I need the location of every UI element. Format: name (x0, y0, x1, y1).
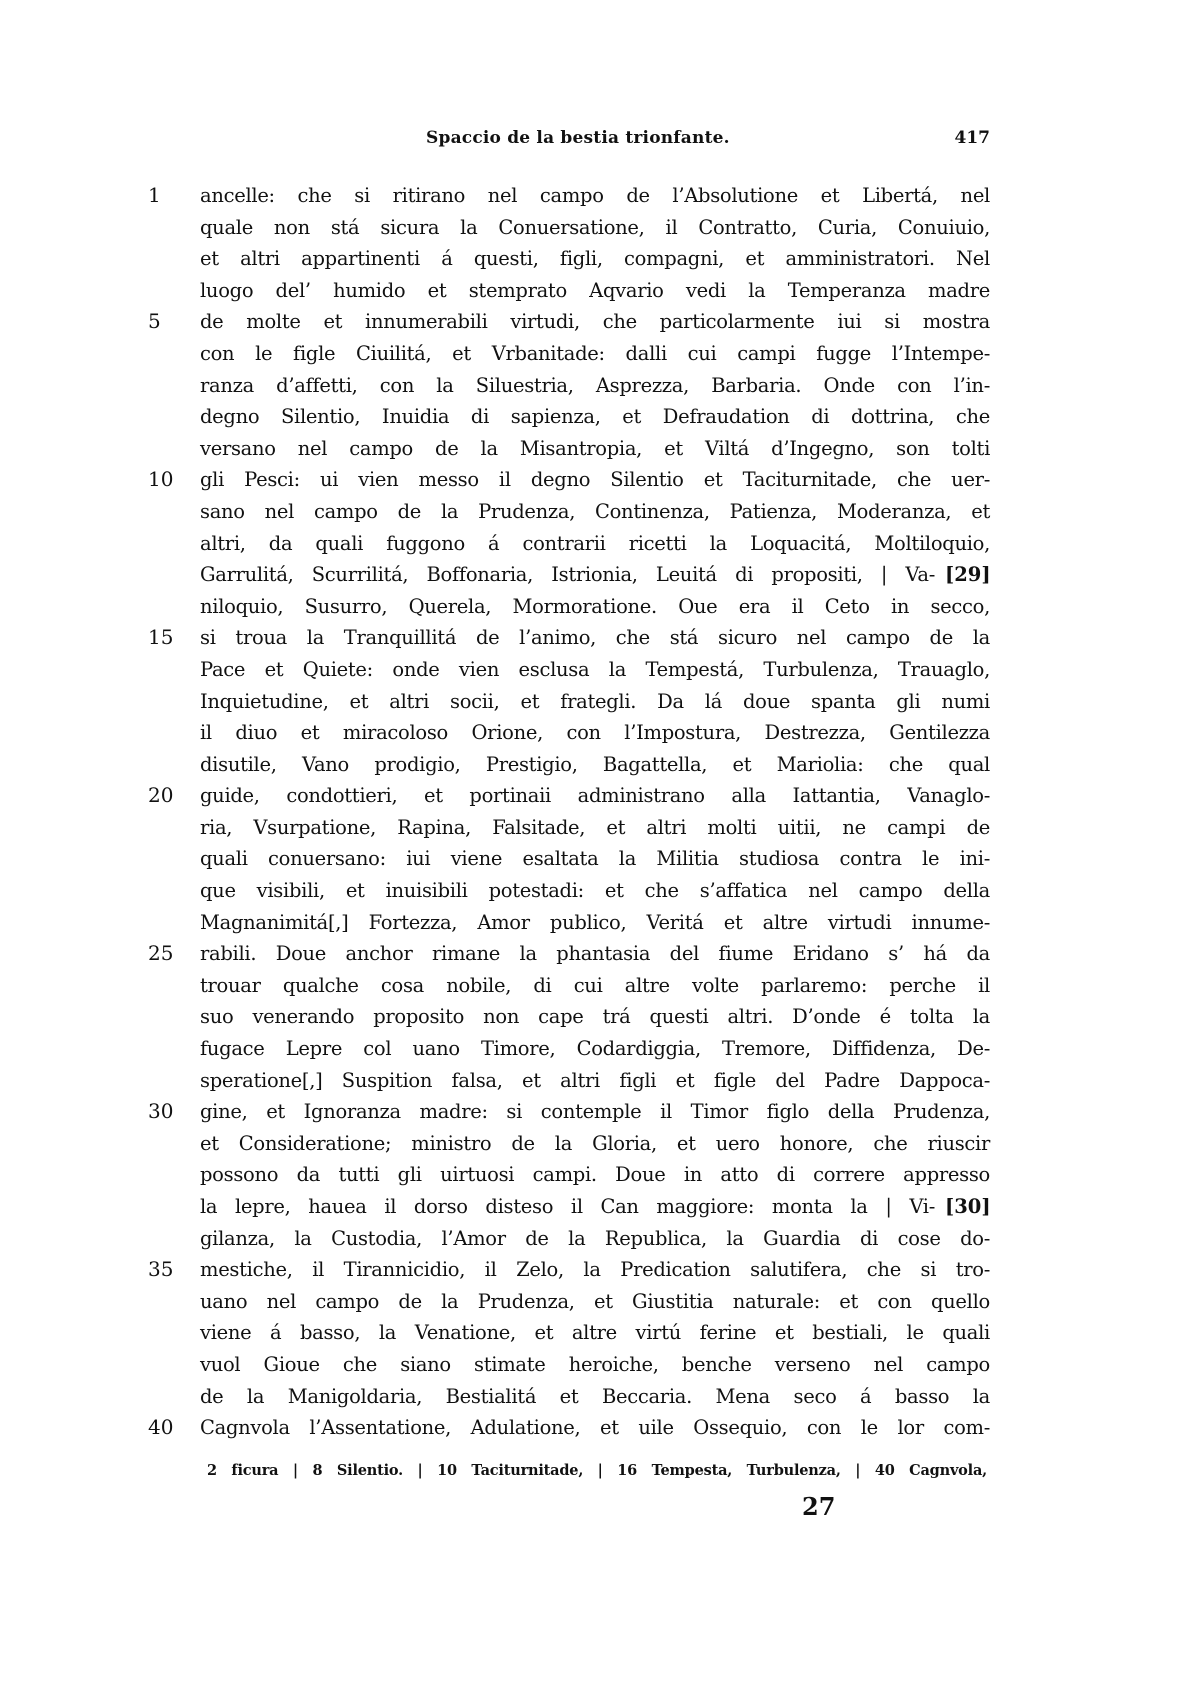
text-line (0, 1001, 1198, 1033)
footnotes: 2 ficura | 8 Silentio. | 10 Taciturnitade, | 16 Tempesta, Turbulenza, | 40 Cagnvola, (207, 1462, 987, 1479)
text-line (0, 370, 1198, 402)
page-header (200, 128, 990, 158)
line-text: sano nel campo de la Prudenza, Continenza, Patienza, Moderanza, et (200, 499, 990, 523)
line-text: si troua la Tranquillitá de l’animo, che stá sicuro nel campo de la (200, 626, 990, 650)
body-text (0, 180, 1198, 1444)
text-line (0, 843, 1198, 875)
text-line (0, 1159, 1198, 1191)
margin-folio-note: [29] (945, 563, 991, 587)
text-line (0, 338, 1198, 370)
signature-mark: 27 (802, 1492, 836, 1521)
line-text: mestiche, il Tirannicidio, il Zelo, la Predication salutifera, che si tro- (200, 1258, 990, 1282)
line-text: gine, et Ignoranza madre: si contemple il Timor figlo della Prudenza, (200, 1100, 990, 1124)
line-text: possono da tutti gli uirtuosi campi. Doue in atto di correre appresso (200, 1163, 990, 1187)
text-line (0, 401, 1198, 433)
text-line (0, 1065, 1198, 1097)
line-number: 35 (148, 1257, 174, 1282)
text-line (0, 559, 1198, 591)
line-text: Cagnvola l’Assentatione, Adulatione, et uile Ossequio, con le lor com- (200, 1416, 990, 1440)
text-line (0, 1412, 1198, 1444)
line-text: Pace et Quiete: onde vien esclusa la Tempestá, Turbulenza, Trauaglo, (200, 657, 990, 681)
text-line (0, 528, 1198, 560)
line-text: Inquietudine, et altri socii, et frategli. Da lá doue spanta gli numi (200, 689, 990, 713)
text-line (0, 1223, 1198, 1255)
text-line (0, 591, 1198, 623)
text-line (0, 717, 1198, 749)
text-line (0, 1317, 1198, 1349)
text-line (0, 970, 1198, 1002)
page-number: 417 (954, 128, 990, 148)
text-line (0, 622, 1198, 654)
text-line (0, 686, 1198, 718)
line-text: trouar qualche cosa nobile, di cui altre volte parlaremo: perche il (200, 973, 990, 997)
text-line (0, 875, 1198, 907)
line-text: uano nel campo de la Prudenza, et Giustitia naturale: et con quello (200, 1289, 990, 1313)
text-line (0, 1191, 1198, 1223)
text-line (0, 780, 1198, 812)
line-text: vuol Gioue che siano stimate heroiche, benche verseno nel campo (200, 1352, 990, 1376)
line-number: 20 (148, 783, 174, 808)
line-text: viene á basso, la Venatione, et altre virtú ferine et bestiali, le quali (200, 1321, 990, 1345)
line-text: con le figle Ciuilitá, et Vrbanitade: dalli cui campi fugge l’Intempe- (200, 341, 990, 365)
text-line (0, 212, 1198, 244)
line-text: ria, Vsurpatione, Rapina, Falsitade, et altri molti uitii, ne campi de (200, 815, 990, 839)
line-text: de la Manigoldaria, Bestialitá et Beccaria. Mena seco á basso la (200, 1384, 990, 1408)
text-line (0, 243, 1198, 275)
text-line (0, 464, 1198, 496)
text-line (0, 907, 1198, 939)
line-text: Magnanimitá[,] Fortezza, Amor publico, Veritá et altre virtudi innume- (200, 910, 990, 934)
line-text: guide, condottieri, et portinaii administrano alla Iattantia, Vanaglo- (200, 784, 990, 808)
running-title: Spaccio de la bestia trionfante. (426, 128, 730, 148)
line-text: gli Pesci: ui vien messo il degno Silentio et Taciturnitade, che uer- (200, 468, 990, 492)
margin-folio-note: [30] (945, 1195, 991, 1218)
text-line (0, 654, 1198, 686)
line-text: niloquio, Susurro, Querela, Mormoratione. Oue era il Ceto in secco, (200, 594, 990, 618)
line-text: ranza d’affetti, con la Siluestria, Asprezza, Barbaria. Onde con l’in- (200, 373, 990, 397)
line-text: quale non stá sicura la Conuersatione, il Contratto, Curia, Conuiuio, (200, 215, 990, 239)
text-line (0, 1128, 1198, 1160)
line-text: il diuo et miracoloso Orione, con l’Impostura, Destrezza, Gentilezza (200, 721, 990, 745)
line-text: la lepre, hauea il dorso disteso il Can maggiore: monta la | Vi- (200, 1195, 935, 1218)
line-number: 25 (148, 941, 174, 966)
line-text: et altri appartinenti á questi, figli, compagni, et amministratori. Nel (200, 247, 990, 271)
text-line (0, 306, 1198, 338)
line-text: degno Silentio, Inuidia di sapienza, et Defraudation di dottrina, che (200, 405, 990, 429)
line-text: quali conuersano: iui viene esaltata la Militia studiosa contra le ini- (200, 847, 990, 871)
line-text: gilanza, la Custodia, l’Amor de la Republica, la Guardia di cose do- (200, 1226, 990, 1250)
line-number: 30 (148, 1099, 174, 1124)
line-text: rabili. Doue anchor rimane la phantasia del fiume Eridano s’ há da (200, 942, 990, 966)
text-line (0, 1254, 1198, 1286)
text-line (0, 1096, 1198, 1128)
text-line (0, 1381, 1198, 1413)
text-line (0, 275, 1198, 307)
line-text: de molte et innumerabili virtudi, che particolarmente iui si mostra (200, 310, 990, 334)
text-line (0, 1286, 1198, 1318)
line-number: 10 (148, 467, 174, 492)
text-line (0, 180, 1198, 212)
text-line (0, 938, 1198, 970)
line-text: luogo del’ humido et stemprato Aqvario vedi la Temperanza madre (200, 278, 990, 302)
text-line (0, 1349, 1198, 1381)
text-line (0, 1033, 1198, 1065)
line-text: ancelle: che si ritirano nel campo de l’Absolutione et Libertá, nel (200, 184, 990, 207)
text-line (0, 749, 1198, 781)
line-number: 5 (148, 309, 161, 334)
line-text: et Consideratione; ministro de la Gloria, et uero honore, che riuscir (200, 1131, 990, 1155)
line-number: 1 (148, 183, 161, 207)
text-line (0, 812, 1198, 844)
text-line (0, 496, 1198, 528)
line-number: 40 (148, 1415, 174, 1440)
line-text: suo venerando proposito non cape trá questi altri. D’onde é tolta la (200, 1005, 990, 1029)
line-number: 15 (148, 625, 174, 650)
line-text: fugace Lepre col uano Timore, Codardiggia, Tremore, Diffidenza, De- (200, 1037, 990, 1061)
line-text: Garrulitá, Scurrilitá, Boffonaria, Istrionia, Leuitá di propositi, | Va- (200, 563, 935, 587)
line-text: que visibili, et inuisibili potestadi: et che s’affatica nel campo della (200, 879, 990, 903)
text-line (0, 433, 1198, 465)
line-text: altri, da quali fuggono á contrarii ricetti la Loquacitá, Moltiloquio, (200, 531, 990, 555)
line-text: versano nel campo de la Misantropia, et Viltá d’Ingegno, son tolti (200, 436, 990, 460)
line-text: disutile, Vano prodigio, Prestigio, Bagattella, et Mariolia: che qual (200, 752, 990, 776)
line-text: speratione[,] Suspition falsa, et altri figli et figle del Padre Dappoca- (200, 1068, 990, 1092)
